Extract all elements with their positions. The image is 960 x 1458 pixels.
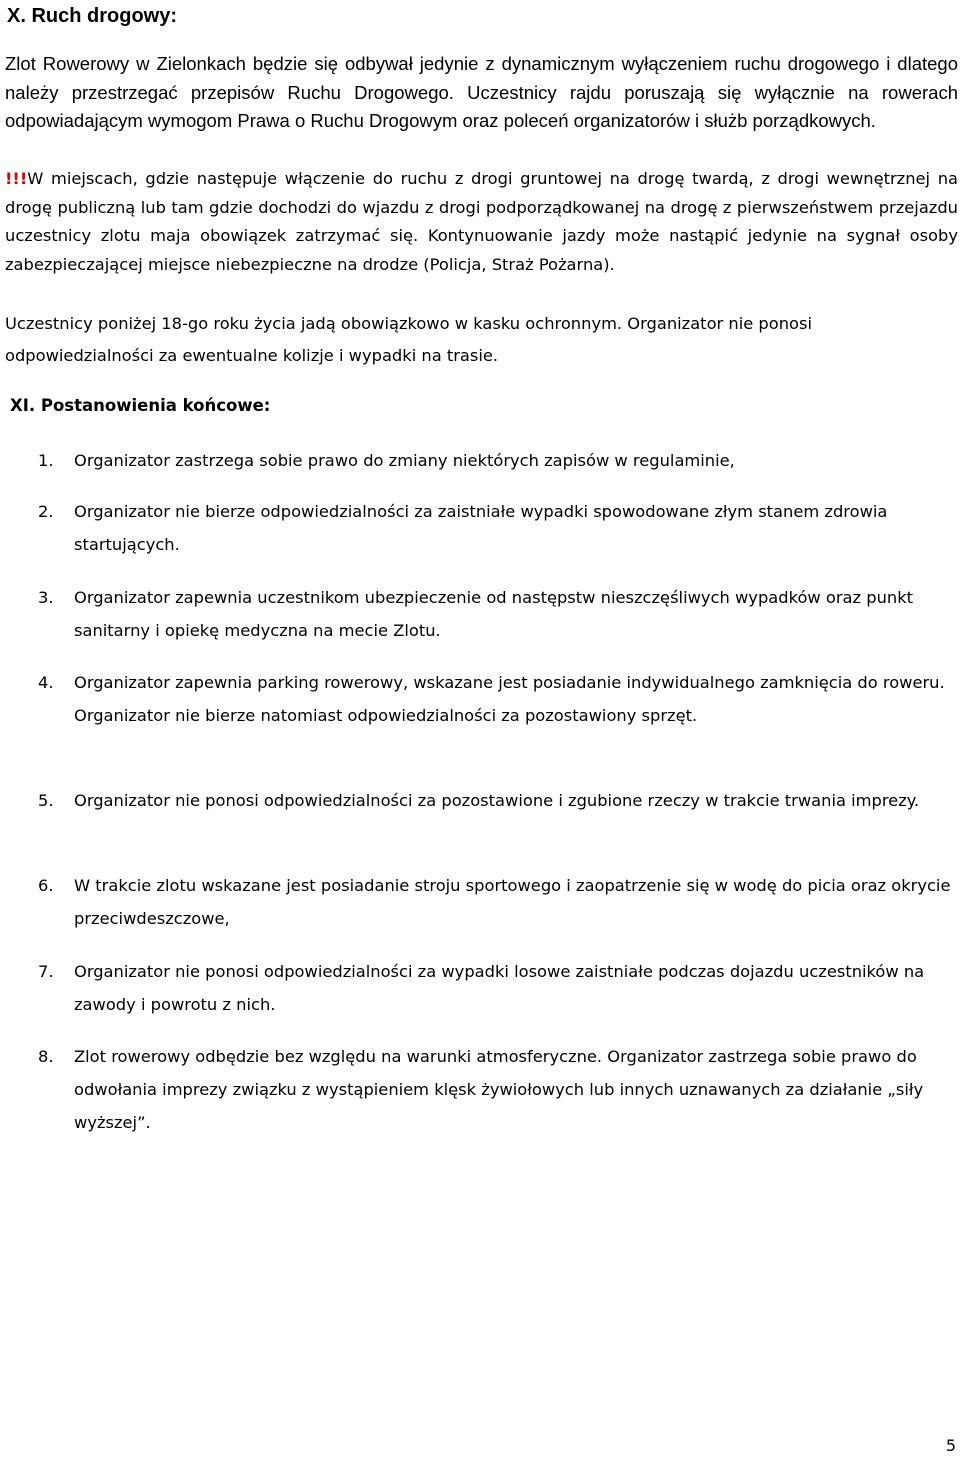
page-number: 5: [945, 1436, 956, 1455]
warning-mark: !!!: [5, 169, 28, 188]
section-heading-ruch-drogowy: X. Ruch drogowy:: [7, 5, 177, 27]
section-heading-postanowienia: XI. Postanowienia końcowe:: [10, 396, 271, 415]
list-item-text: Zlot rowerowy odbędzie bez względu na warunki atmosferyczne. Organizator zastrzega sobie prawo do odwołania imprezy związku z wystąpieniem klęsk żywiołowych lub innych uznawanych za działanie „siły wyższej”.: [74, 1047, 924, 1132]
list-item-number: 3.: [38, 588, 54, 607]
list-item-text: Organizator zastrzega sobie prawo do zmiany niektórych zapisów w regulaminie,: [74, 451, 735, 470]
list-item-number: 8.: [38, 1047, 54, 1066]
list-item-number: 6.: [38, 876, 54, 895]
list-item-text: Organizator nie bierze odpowiedzialności za zaistniałe wypadki spowodowane złym stanem zdrowia startujących.: [74, 502, 888, 554]
list-item-text: Organizator zapewnia parking rowerowy, wskazane jest posiadanie indywidualnego zamknięcia do roweru. Organizator nie bierze natomiast odpowiedzialności za pozostawiony sprzęt.: [74, 673, 945, 725]
list-item-number: 4.: [38, 673, 54, 692]
paragraph-stop-rule: [5, 165, 958, 279]
list-item-number: 2.: [38, 502, 54, 521]
stop-rule-text: W miejscach, gdzie następuje włączenie do ruchu z drogi gruntowej na drogę twardą, z drogi wewnętrznej na drogę publiczną lub tam gdzie dochodzi do wjazdu z drogi podporządkowanej na drogę z pierwszeństwem przejazdu uczestnicy zlotu maja obowiązek zatrzymać się. Kontynuowanie jazdy może nastąpić jedynie na sygnał osoby zabezpieczającej miejsce niebezpieczne na drodze (Policja, Straż Pożarna).: [5, 169, 958, 274]
list-item-number: 5.: [38, 791, 54, 810]
list-item-text: Organizator zapewnia uczestnikom ubezpieczenie od następstw nieszczęśliwych wypadków oraz punkt sanitarny i opiekę medyczna na mecie Zlotu.: [74, 588, 914, 640]
list-item-text: Organizator nie ponosi odpowiedzialności za wypadki losowe zaistniałe podczas dojazdu uczestników na zawody i powrotu z nich.: [74, 962, 925, 1014]
list-item-text: Organizator nie ponosi odpowiedzialności za pozostawione i zgubione rzeczy w trakcie trwania imprezy.: [74, 791, 920, 810]
paragraph-helmet-rule: Uczestnicy poniżej 18-go roku życia jadą obowiązkowo w kasku ochronnym. Organizator nie ponosi odpowiedzialności za ewentualne kolizje i wypadki na trasie.: [5, 314, 813, 365]
list-item-text: W trakcie zlotu wskazane jest posiadanie stroju sportowego i zaopatrzenie się w wodę do picia oraz okrycie przeciwdeszczowe,: [74, 876, 951, 928]
list-item-number: 1.: [38, 451, 54, 470]
list-item-number: 7.: [38, 962, 54, 981]
paragraph-zlot-intro: Zlot Rowerowy w Zielonkach będzie się odbywał jedynie z dynamicznym wyłączeniem ruchu drogowego i dlatego należy przestrzegać przepisów Ruchu Drogowego. Uczestnicy rajdu poruszają się wyłącznie na rowerach odpowiadającym wymogom Prawa o Ruchu Drogowym oraz poleceń organizatorów i służb porządkowych.: [5, 53, 958, 131]
